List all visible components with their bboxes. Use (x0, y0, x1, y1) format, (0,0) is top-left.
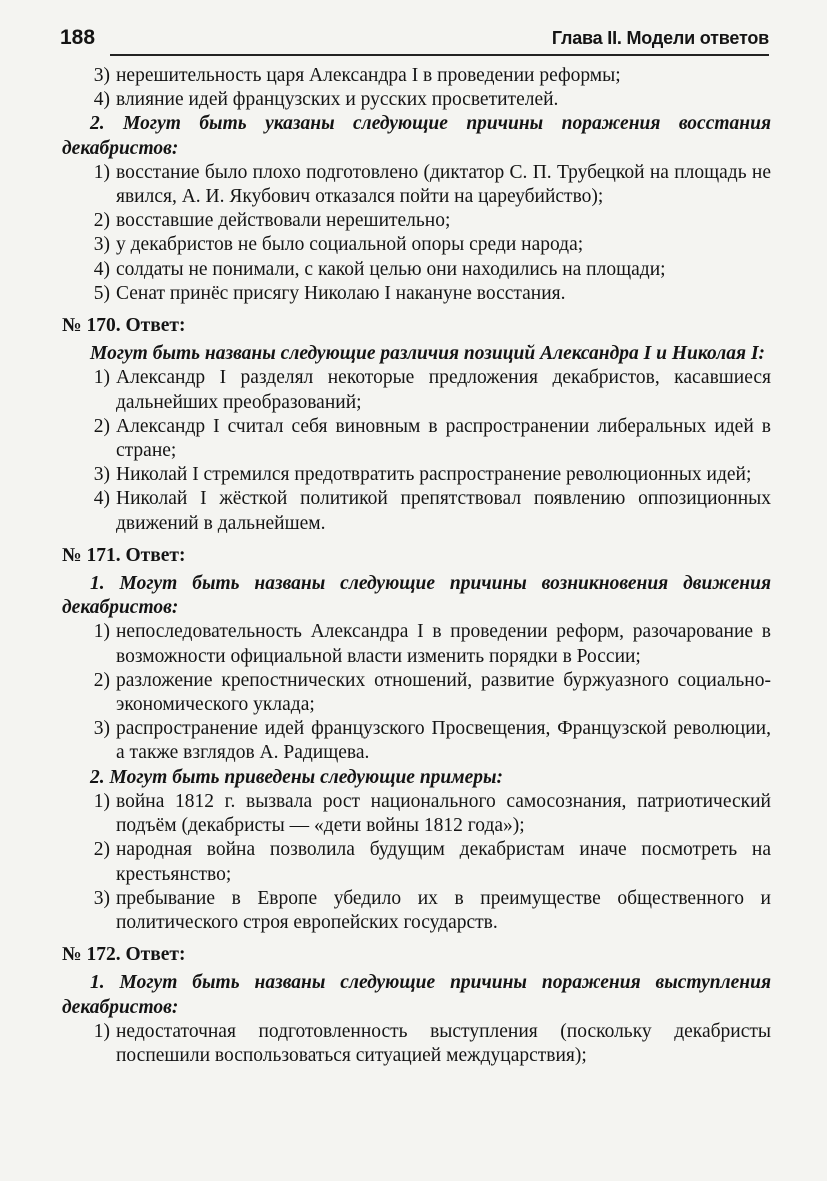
section-intro: 1. Могут быть названы следующие причины поражения выступления декабристов: (62, 972, 771, 1018)
list-item: 1) восстание было плохо подготовлено (диктатор С. П. Трубецкой на площадь не явился, А. И. Якубович отказался пойти на цареубийство); (93, 161, 771, 208)
section-intro: 1. Могут быть названы следующие причины возникновения движения декабристов: (62, 573, 771, 619)
list-item: 5) Сенат принёс присягу Николаю I накануне восстания. (93, 282, 566, 304)
list-item: 2) восставшие действовали нерешительно; (93, 210, 451, 232)
list-item: 2) народная война позволила будущим декабристам иначе посмотреть на крестьянство; (93, 839, 771, 885)
list-item: 1) Александр I разделял некоторые предложения декабристов, касавшиеся дальнейших преобразований; (93, 367, 771, 413)
section-intro: Могут быть названы следующие различия позиций Александра I и Николая I: (90, 343, 766, 365)
answer-heading-172: № 172. Ответ: (62, 944, 186, 966)
section-intro: 2. Могут быть приведены следующие примеры: (90, 766, 504, 788)
list-item: 3) у декабристов не было социальной опоры среди народа; (93, 234, 584, 256)
list-item: 1) война 1812 г. вызвала рост национального самосознания, патриотический подъём (декабристы — «дети войны 1812 года»); (93, 790, 771, 837)
list-item: 1) недостаточная подготовленность выступления (поскольку декабристы поспешили воспользоваться ситуацией междуцарствия); (93, 1020, 771, 1066)
list-item: 3) Николай I стремился предотвратить распространение революционных идей; (93, 464, 752, 486)
list-item: 1) непоследовательность Александра I в проведении реформ, разочарование в возможности официальной власти изменить порядки в России; (93, 621, 771, 667)
section-intro: 2. Могут быть указаны следующие причины поражения восстания декабристов: (62, 113, 771, 159)
list-item: 2) разложение крепостнических отношений, развитие буржуазного социально-экономического уклада; (93, 669, 771, 716)
list-item: 3) пребывание в Европе убедило их в преимуществе общественного и политического строя европейских государств. (93, 887, 771, 933)
list-item: 4) солдаты не понимали, с какой целью они находились на площади; (93, 258, 666, 280)
list-item: 4) влияние идей французских и русских просветителей. (93, 89, 559, 111)
answer-heading-170: № 170. Ответ: (62, 315, 186, 337)
answer-heading-171: № 171. Ответ: (62, 544, 186, 566)
list-item: 3) распространение идей французского Просвещения, Французской революции, а также взглядов А. Радищева. (93, 718, 771, 764)
list-item: 3) нерешительность царя Александра I в проведении реформы; (93, 65, 621, 86)
page-header (60, 20, 769, 56)
list-item: 2) Александр I считал себя виновным в распространении либеральных идей в стране; (93, 415, 771, 462)
page-number: 188 (60, 26, 96, 49)
chapter-title: Глава II. Модели ответов (551, 28, 769, 48)
page-body (62, 64, 771, 1068)
header-rule (110, 54, 769, 56)
list-item: 4) Николай I жёсткой политикой препятствовал появлению оппозиционных движений в дальнейшем. (93, 488, 771, 534)
